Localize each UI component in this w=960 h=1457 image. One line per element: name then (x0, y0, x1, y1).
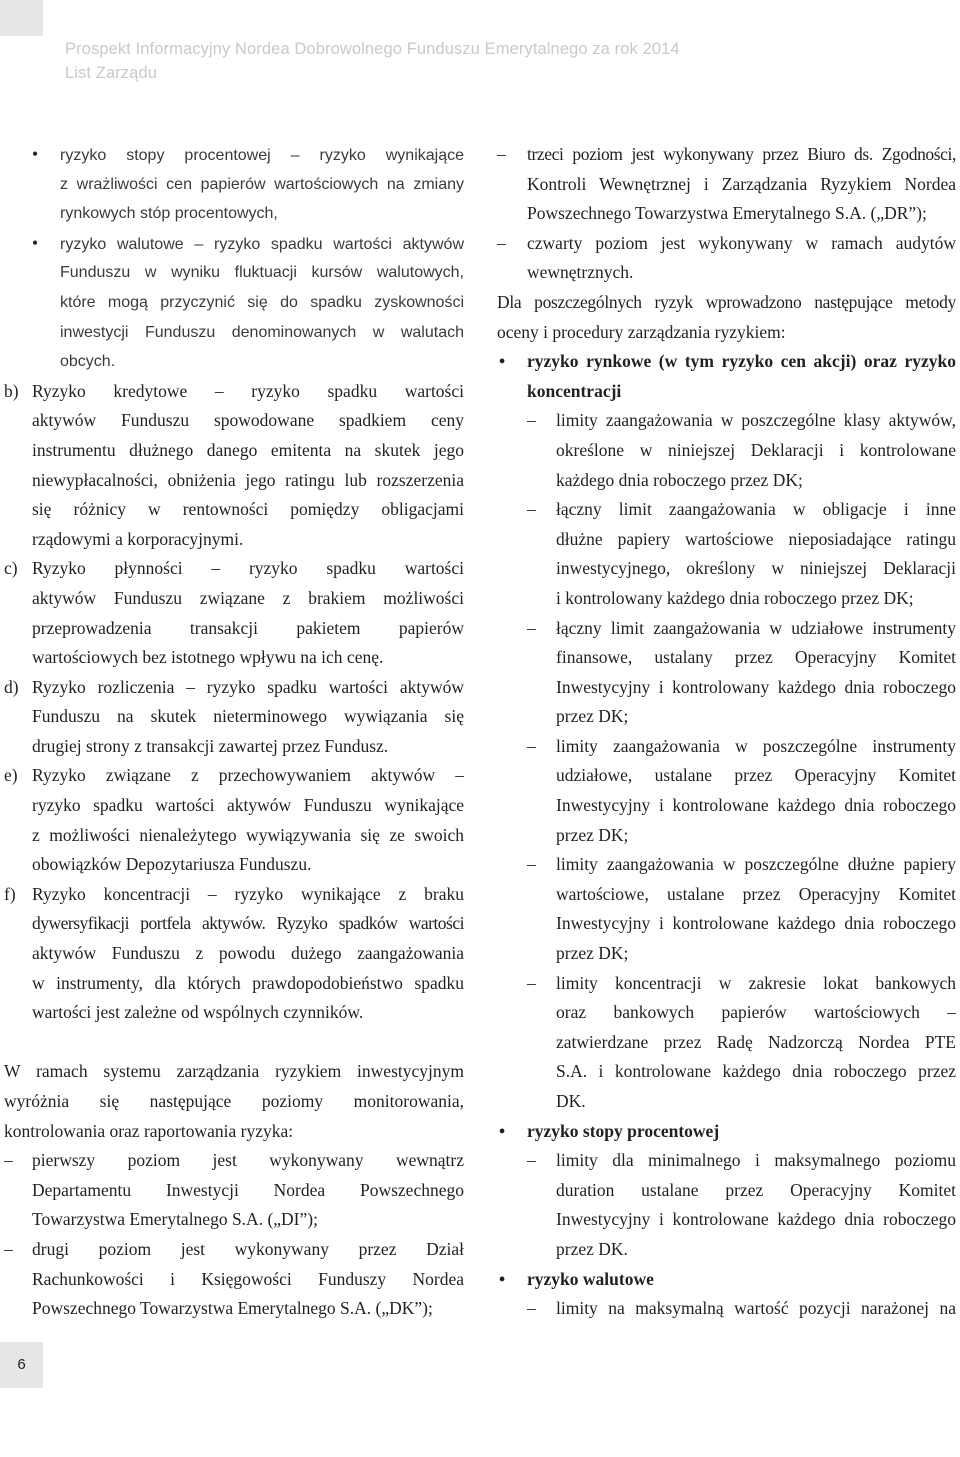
text-line: drugi poziom jest wykonywany przez Dział (32, 1238, 464, 1259)
text-line: przeprowadzenia transakcji pakietem papierów (32, 617, 464, 638)
document-header-subtitle: List Zarządu (65, 64, 157, 82)
text-line: oceny i procedury zarządzania ryzykiem: (497, 321, 786, 342)
dash-icon: – (497, 144, 506, 164)
text-line: każdego dnia roboczego przez DK; (556, 469, 803, 490)
list-marker-c: c) (4, 558, 18, 579)
document-header-title: Prospekt Informacyjny Nordea Dobrowolnego Funduszu Emerytalnego za rok 2014 (65, 40, 680, 58)
text-line: limity zaangażowania w poszczególne instrumenty (556, 735, 956, 756)
monitoring-paragraph (4, 1057, 464, 1146)
text-line: Kontroli Wewnętrznej i Zarządzania Ryzykiem Nordea (527, 173, 956, 194)
fx-risk-section (497, 1265, 956, 1324)
text-line: przez DK; (556, 943, 629, 964)
text-line: kontrolowania oraz raportowania ryzyka: (4, 1120, 294, 1141)
section-heading: koncentracji (527, 380, 622, 401)
text-line: ryzyko stopy procentowej – ryzyko wynikające (60, 147, 464, 164)
text-line: Powszechnego Towarzystwa Emerytalnego S.A. („DK”); (32, 1298, 433, 1319)
bullet-icon: • (499, 1268, 506, 1289)
bullet-icon: • (32, 144, 39, 164)
text-line: wartości jest zależne od wspólnych czynników. (32, 1002, 364, 1023)
text-line: instrumentu dłużnego danego emitenta na skutek jego (32, 439, 464, 460)
market-risk-section (497, 347, 956, 1116)
text-line: limity dla minimalnego i maksymalnego poziomu (556, 1150, 956, 1171)
text-line: oraz bankowych papierów wartościowych – (556, 1002, 956, 1023)
text-line: wyróżnia się następujące poziomy monitorowania, (4, 1091, 464, 1111)
text-line: Ryzyko płynności – ryzyko spadku wartości (32, 558, 464, 579)
risk-item-f-concentration (4, 880, 464, 1028)
text-line: limity zaangażowania w poszczególne dłużne papiery (556, 854, 956, 875)
level-second (4, 1235, 464, 1324)
text-line: Inwestycyjny i kontrolowane każdego dnia roboczego (556, 1209, 956, 1230)
text-line: inwestycji Funduszu denominowanych w walutach (60, 323, 464, 341)
text-line: niewypłacalności, obniżenia jego ratingu lub rozszerzenia (32, 469, 464, 490)
text-line: limity koncentracji w zakresie lokat bankowych (556, 972, 956, 993)
dash-icon: – (4, 1150, 13, 1171)
bullet-icon: • (32, 232, 39, 253)
text-line: się różnicy w rentowności pomiędzy obligacjami (32, 499, 464, 520)
dash-icon: – (497, 232, 506, 253)
text-line: Inwestycyjny i kontrolowane każdego dnia roboczego (556, 795, 956, 816)
text-line: które mogą przyczynić się do spadku zyskowności (60, 293, 464, 311)
bullet-icon: • (499, 351, 506, 372)
text-line: aktywów Funduszu związane z brakiem możliwości (32, 587, 464, 608)
text-line: czwarty poziom jest wykonywany w ramach audytów (527, 232, 956, 253)
text-line: aktywów Funduszu z powodu dużego zaangażowania (32, 943, 464, 964)
dash-icon: – (527, 735, 536, 756)
text-line: S.A. i kontrolowane każdego dnia roboczego przez (556, 1061, 956, 1082)
text-line: inwestycyjnego, określony w niniejszej Deklaracji (556, 558, 956, 579)
text-line: DK. (556, 1091, 586, 1111)
text-line: pierwszy poziom jest wykonywany wewnątrz (32, 1150, 464, 1171)
text-line: Rachunkowości i Księgowości Funduszy Nordea (32, 1268, 464, 1289)
text-line: wewnętrznych. (527, 262, 634, 283)
text-line: zatwierdzane przez Radę Nadzorczą Nordea PTE (556, 1031, 956, 1052)
dash-icon: – (527, 410, 536, 431)
text-line: trzeci poziom jest wykonywany przez Biuro ds. Zgodności, (527, 144, 956, 164)
text-line: Inwestycyjny i kontrolowane każdego dnia roboczego (556, 913, 956, 934)
text-line: Departamentu Inwestycji Nordea Powszechnego (32, 1179, 464, 1200)
text-line: rynkowych stóp procentowych, (60, 205, 278, 223)
text-line: z wrażliwości cen papierów wartościowych na zmiany (60, 175, 464, 193)
text-line: łączny limit zaangażowania w obligacje i inne (556, 499, 956, 520)
section-heading: ryzyko walutowe (527, 1268, 654, 1289)
text-line: przez DK; (556, 824, 629, 845)
text-line: łączny limit zaangażowania w udziałowe instrumenty (556, 617, 956, 638)
text-line: Inwestycyjny i kontrolowany każdego dnia roboczego (556, 676, 956, 697)
text-line: Ryzyko kredytowe – ryzyko spadku wartości (32, 380, 464, 401)
dash-icon: – (527, 1298, 536, 1319)
risk-item-interest-rate (4, 140, 464, 229)
text-line: z możliwości nienależytego wywiązywania się ze swoich (32, 824, 464, 845)
text-line: finansowe, ustalany przez Operacyjny Komitet (556, 647, 956, 668)
dash-icon: – (527, 499, 536, 520)
text-line: w instrumenty, dla których prawdopodobieństwo spadku (32, 972, 464, 993)
text-line: wartościowych bez istotnego wpływu na ich cenę. (32, 647, 384, 668)
text-line: drugiej strony z transakcji zawartej przez Fundusz. (32, 735, 389, 756)
list-marker-f: f) (4, 883, 16, 904)
header-tab-decoration (0, 0, 43, 36)
text-line: i kontrolowany każdego dnia roboczego przez DK; (556, 587, 914, 608)
methods-intro (497, 288, 956, 347)
list-marker-b: b) (4, 380, 19, 401)
text-line: Towarzystwa Emerytalnego S.A. („DI”); (32, 1209, 318, 1230)
text-line: ryzyko walutowe – ryzyko spadku wartości aktywów (60, 235, 464, 253)
list-marker-d: d) (4, 676, 19, 697)
risk-item-b-credit (4, 377, 464, 555)
text-line: Ryzyko koncentracji – ryzyko wynikające z braku (32, 883, 464, 904)
text-line: Funduszu w wyniku fluktuacji kursów walutowych, (60, 264, 464, 282)
text-line: limity na maksymalną wartość pozycji narażonej na (556, 1298, 956, 1319)
level-first (4, 1146, 464, 1235)
dash-icon: – (527, 972, 536, 993)
text-line: Ryzyko rozliczenia – ryzyko spadku wartości aktywów (32, 676, 464, 697)
dash-icon: – (527, 617, 536, 638)
text-line: dłużne papiery wartościowe nieposiadające ratingu (556, 528, 956, 549)
list-marker-e: e) (4, 765, 18, 786)
text-line: duration ustalane przez Operacyjny Komitet (556, 1179, 956, 1200)
dash-icon: – (527, 854, 536, 875)
text-line: obowiązków Depozytariusza Funduszu. (32, 854, 312, 875)
text-line: przez DK. (556, 1238, 628, 1259)
risk-item-fx (4, 229, 464, 377)
level-third (497, 140, 956, 229)
interest-rate-section (497, 1117, 956, 1265)
bullet-icon: • (499, 1120, 506, 1141)
text-line: wartościowe, ustalane przez Operacyjny Komitet (556, 883, 956, 904)
level-fourth (497, 229, 956, 288)
text-line: określone w niniejszej Deklaracji i kontrolowane (556, 439, 956, 460)
section-heading: ryzyko rynkowe (w tym ryzyko cen akcji) oraz ryzyko (527, 351, 956, 372)
risk-item-d-settlement (4, 673, 464, 762)
dash-icon: – (527, 1150, 536, 1171)
text-line: obcych. (60, 353, 116, 371)
dash-icon: – (4, 1238, 13, 1259)
text-line: W ramach systemu zarządzania ryzykiem inwestycyjnym (4, 1061, 464, 1082)
text-line: Funduszu na skutek nieterminowego wywiązania się (32, 706, 464, 727)
text-line: przez DK; (556, 706, 629, 727)
text-line: ryzyko spadku wartości aktywów Funduszu wynikające (32, 795, 464, 816)
risk-item-c-liquidity (4, 554, 464, 672)
text-line: limity zaangażowania w poszczególne klasy aktywów, (556, 410, 956, 431)
text-line: Powszechnego Towarzystwa Emerytalnego S.A. („DR”); (527, 203, 927, 224)
text-line: Ryzyko związane z przechowywaniem aktywów – (32, 765, 464, 786)
text-line: aktywów Funduszu spowodowane spadkiem ceny (32, 410, 464, 431)
text-line: dywersyfikacji portfela aktywów. Ryzyko spadków wartości (32, 913, 464, 934)
right-column (497, 140, 956, 1324)
left-column (4, 140, 464, 1324)
risk-item-e-custody (4, 761, 464, 879)
text-line: udziałowe, ustalane przez Operacyjny Komitet (556, 765, 956, 786)
page-number: 6 (0, 1342, 43, 1388)
section-heading: ryzyko stopy procentowej (527, 1120, 720, 1141)
text-line: Dla poszczególnych ryzyk wprowadzono następujące metody (497, 291, 956, 312)
text-line: rządowymi a korporacyjnymi. (32, 528, 244, 549)
